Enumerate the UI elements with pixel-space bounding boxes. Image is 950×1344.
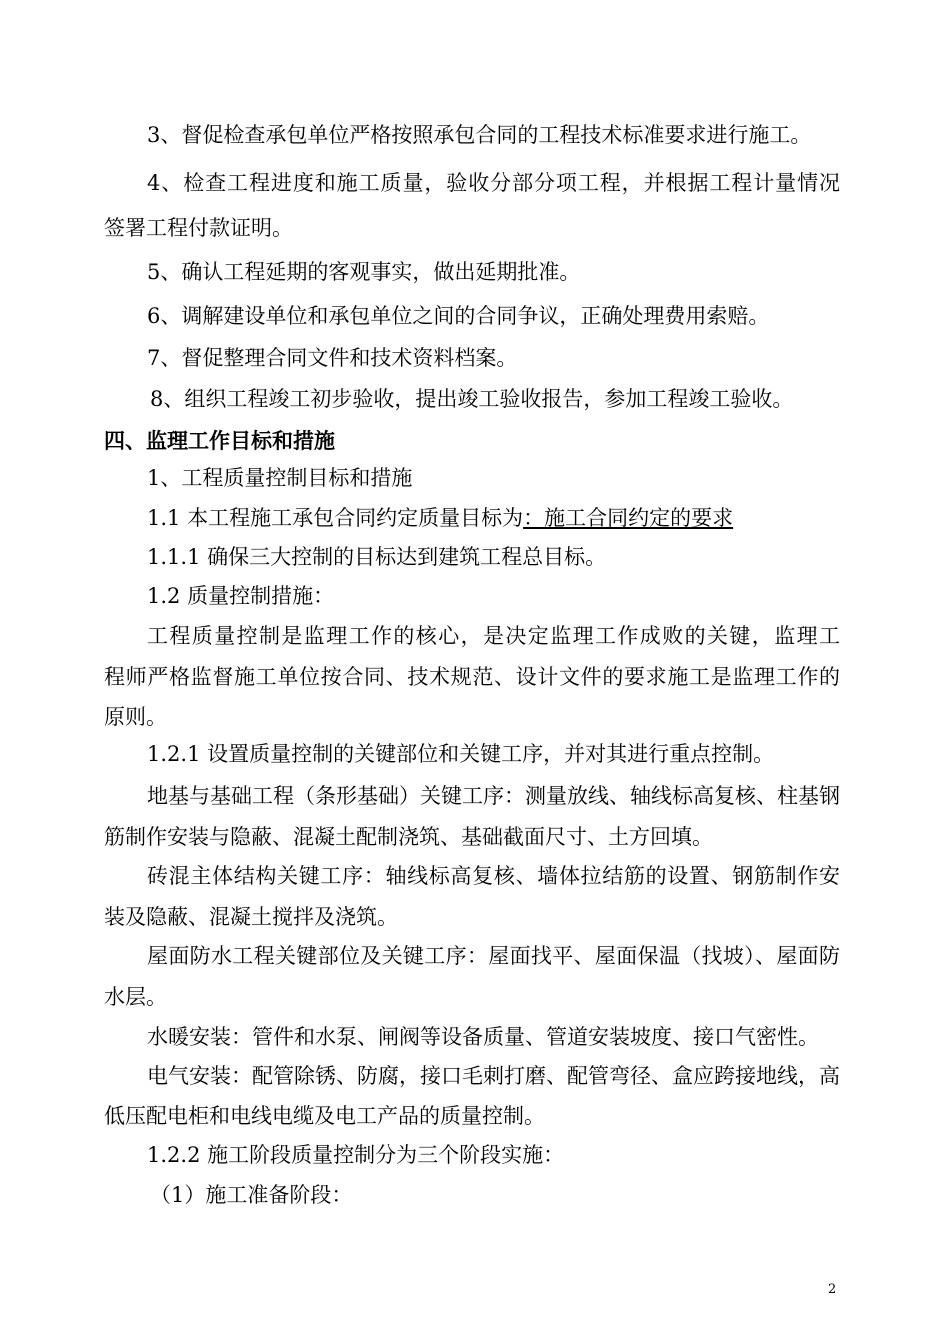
text-line: 原则。 xyxy=(104,705,167,729)
text-line: 1.1.1 确保三大控制的目标达到建筑工程总目标。 xyxy=(147,545,607,569)
text-line: 3、督促检查承包单位严格按照承包合同的工程技术标准要求进行施工。 xyxy=(147,123,812,147)
text-line: 工程质量控制是监理工作的核心，是决定监理工作成败的关键，监理工 xyxy=(147,624,840,648)
text-line xyxy=(147,508,733,529)
text-line: 签署工程付款证明。 xyxy=(104,216,293,240)
text-line: 7、督促整理合同文件和技术资料档案。 xyxy=(147,346,518,370)
page-number: 2 xyxy=(828,1282,837,1297)
section-heading: 四、监理工作目标和措施 xyxy=(104,428,335,453)
text-line: 筋制作安装与隐蔽、混凝土配制浇筑、基础截面尺寸、土方回填。 xyxy=(104,825,713,849)
text-line: 5、确认工程延期的客观事实，做出延期批准。 xyxy=(147,260,581,284)
text-line: 水层。 xyxy=(104,985,167,1009)
text-line: 6、调解建设单位和承包单位之间的合同争议，正确处理费用索赔。 xyxy=(147,304,770,328)
text-line: 屋面防水工程关键部位及关键工序：屋面找平、屋面保温（找坡）、屋面防 xyxy=(147,944,840,968)
text-line: 1.2.1 设置质量控制的关键部位和关键工序，并对其进行重点控制。 xyxy=(147,742,775,766)
text-line: 电气安装：配管除锈、防腐，接口毛刺打磨、配管弯径、盒应跨接地线，高 xyxy=(147,1064,840,1088)
text-line: 1.2.2 施工阶段质量控制分为三个阶段实施： xyxy=(147,1143,565,1167)
text-line: 地基与基础工程（条形基础）关键工序：测量放线、轴线标高复核、柱基钢 xyxy=(147,784,840,808)
text-line: 装及隐蔽、混凝土搅拌及浇筑。 xyxy=(104,905,398,929)
text-line: 砖混主体结构关键工序：轴线标高复核、墙体拉结筋的设置、钢筋制作安 xyxy=(147,864,840,888)
subsection-heading: 1、工程质量控制目标和措施 xyxy=(147,466,413,490)
text-line: 4、检查工程进度和施工质量，验收分部分项工程，并根据工程计量情况 xyxy=(147,171,840,195)
text-line: 8、组织工程竣工初步验收，提出竣工验收报告，参加工程竣工验收。 xyxy=(150,387,794,411)
quality-goal-label: 1.1 本工程施工承包合同约定质量目标为 xyxy=(147,506,524,530)
text-line: 程师严格监督施工单位按合同、技术规范、设计文件的要求施工是监理工作的 xyxy=(104,665,840,689)
text-line: （1）施工准备阶段： xyxy=(150,1183,353,1207)
text-line: 水暖安装：管件和水泵、闸阀等设备质量、管道安装坡度、接口气密性。 xyxy=(147,1025,819,1049)
text-line: 1.2 质量控制措施： xyxy=(147,584,335,608)
text-line: 低压配电柜和电线电缆及电工产品的质量控制。 xyxy=(104,1104,545,1128)
quality-goal-value: ：施工合同约定的要求 xyxy=(523,506,734,530)
